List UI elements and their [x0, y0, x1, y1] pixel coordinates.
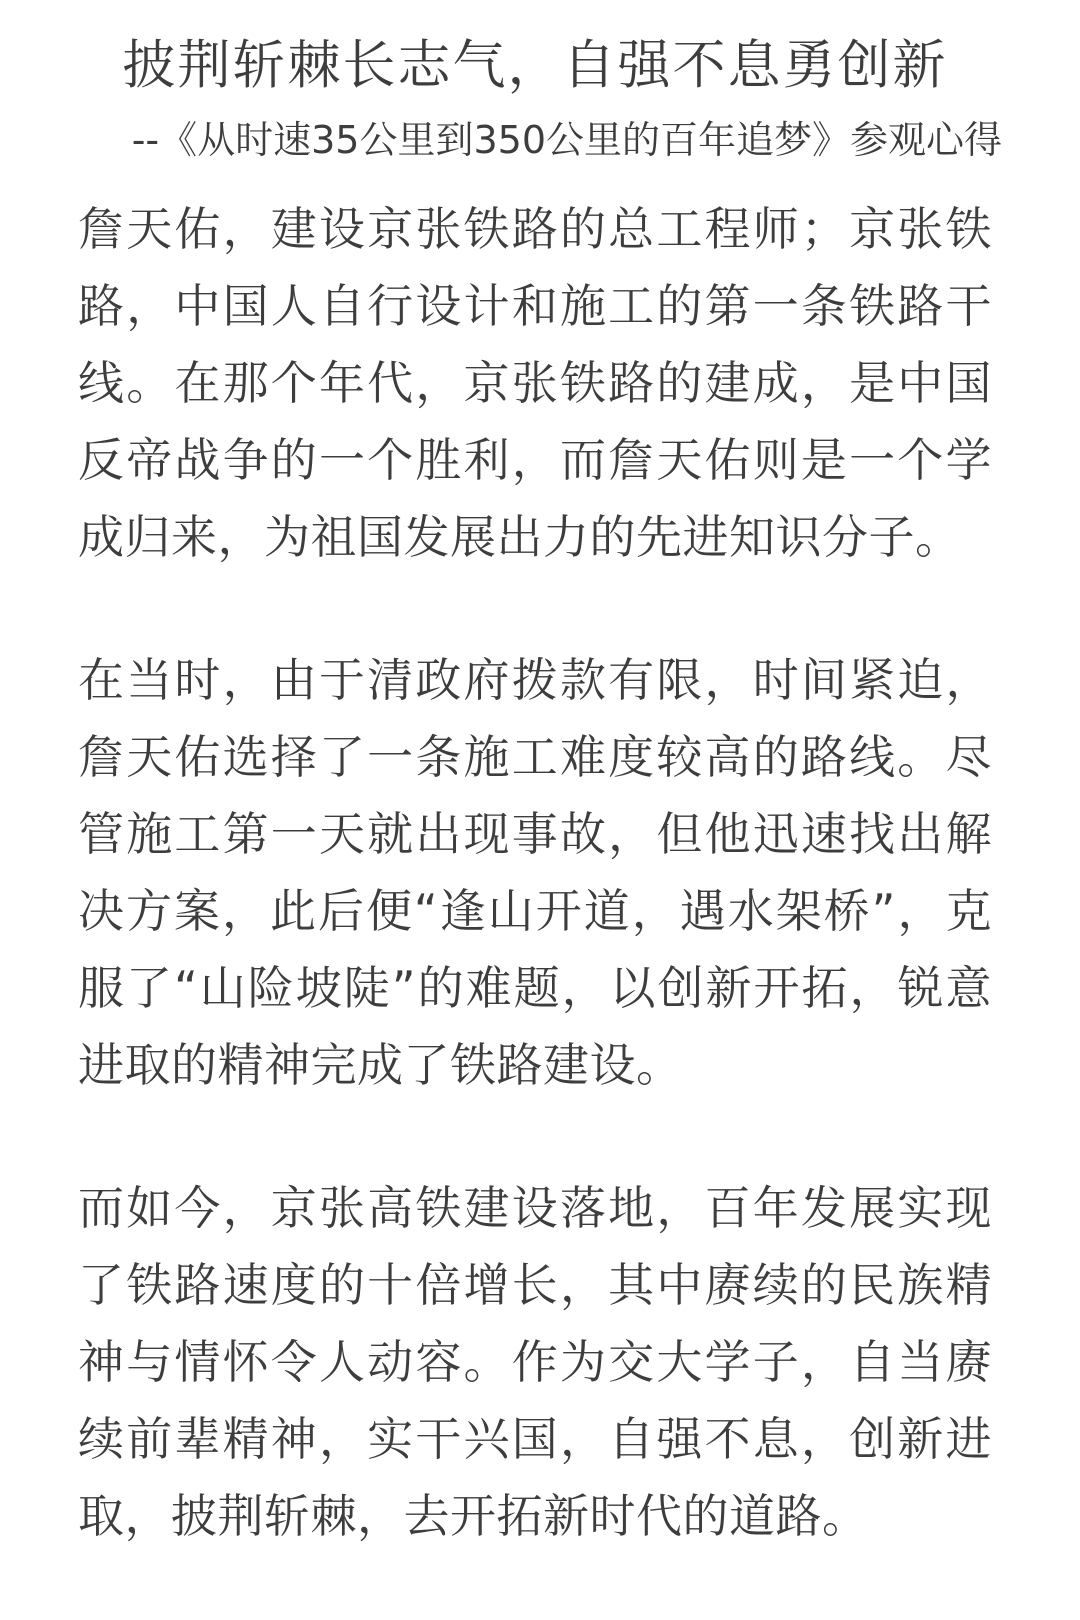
- essay-title: 披荆斩棘长志气，自强不息勇创新: [122, 35, 948, 96]
- essay-body: [78, 191, 992, 1555]
- essay-paragraph: 而如今，京张高铁建设落地，百年发展实现了铁路速度的十倍增长，其中赓续的民族精神与情怀令人动容。作为交大学子，自当赓续前辈精神，实干兴国，自强不息，创新进取，披荆斩棘，去开拓新时代的道路。: [78, 1180, 992, 1543]
- essay-paragraph: 在当时，由于清政府拨款有限，时间紧迫，詹天佑选择了一条施工难度较高的路线。尽管施工第一天就出现事故，但他迅速找出解决方案，此后便“逢山开道，遇水架桥”，克服了“山险坡陡”的难题，以创新开拓，锐意进取的精神完成了铁路建设。: [78, 652, 992, 1092]
- essay-paragraph: 詹天佑，建设京张铁路的总工程师；京张铁路，中国人自行设计和施工的第一条铁路干线。在那个年代，京张铁路的建成，是中国反帝战争的一个胜利，而詹天佑则是一个学成归来，为祖国发展出力的先进知识分子。: [78, 201, 992, 564]
- essay-subtitle: --《从时速35公里到350公里的百年追梦》参观心得: [131, 117, 1002, 162]
